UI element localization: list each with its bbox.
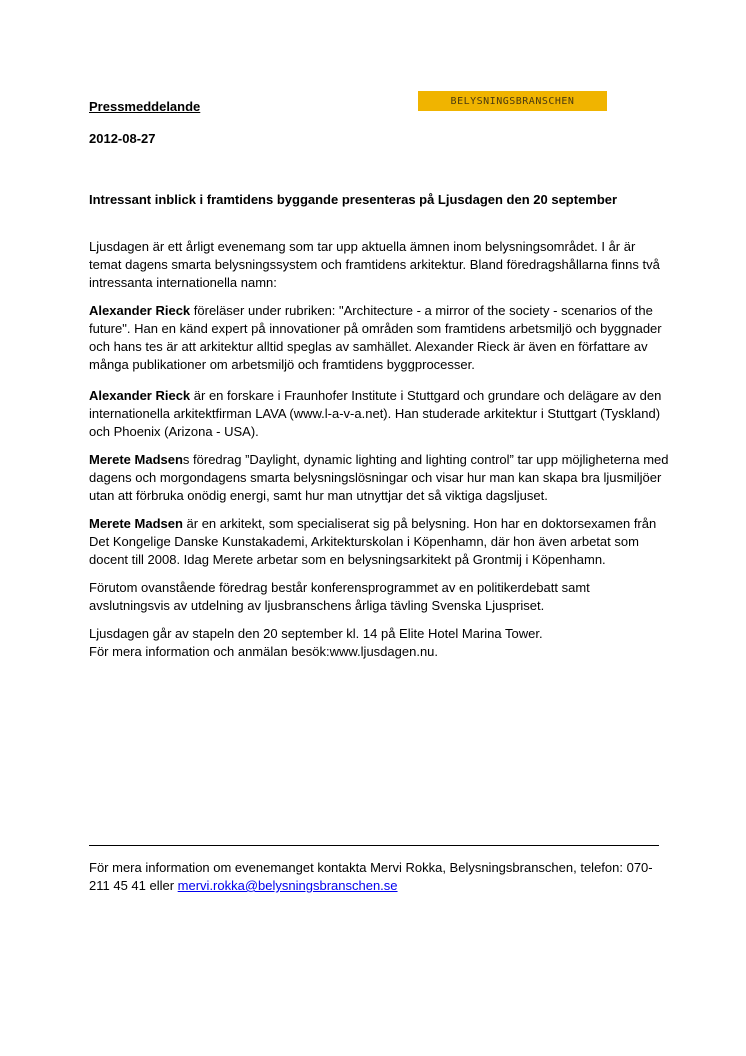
paragraph-text: är en forskare i Fraunhofer Institute i Stuttgard och grundare och delägare av den internationella arkitektfirman LAVA (www.l-a-v-a.net). Han studerade arkitektur i Stuttgart (Tyskland) och Phoenix (Arizona - USA). [89,388,662,439]
paragraph-intro: Ljusdagen är ett årligt evenemang som tar upp aktuella ämnen inom belysningsområdet. I år är temat dagens smarta belysningssystem och framtidens arkitektur. Bland föredragshållarna finns två intressanta internationella namn: [89,239,660,290]
belysningsbranschen-logo [418,91,607,111]
event-info-line: Ljusdagen går av stapeln den 20 september kl. 14 på Elite Hotel Marina Tower. [89,626,543,641]
speaker-name: Alexander Rieck [89,388,191,403]
footer-text: För mera information om evenemanget kontakta Mervi Rokka, Belysningsbranschen, telefon: 070-211 45 41 eller [89,860,653,893]
headline: Intressant inblick i framtidens byggande presenteras på Ljusdagen den 20 september [89,192,618,207]
paragraph-rieck-bio [89,387,669,441]
paragraph-program: Förutom ovanstående föredrag består konferensprogrammet av en politikerdebatt samt avslutningsvis av utdelning av ljusbranschens årliga tävling Svenska Ljuspriset. [89,580,590,613]
body-text [89,238,669,671]
paragraph-madsen-lecture [89,451,669,505]
paragraph-text: s föredrag ”Daylight, dynamic lighting and lighting control” tar upp möjligheterna med dagens och morgondagens smarta belysningslösningar och visar hur man kan skapa bra ljusmiljöer utan att förbruka onödig energi, samt hur man utnyttjar det så viktiga dagsljuset. [89,452,669,503]
press-release-label: Pressmeddelande [89,99,201,114]
footer-contact [89,859,669,895]
paragraph-rieck-lecture [89,302,669,374]
speaker-name: Alexander Rieck [89,303,191,318]
paragraph-text: föreläser under rubriken: "Architecture - a mirror of the society - scenarios of the future". Han en känd expert på innovationer på områden som framtidens arbetsmiljö och byggnader och hans tes är att arkitektur alltid speglas av samhället. Alexander Rieck är även en författare av många publikationer om arbetsmiljö och framtidens byggprocesser. [89,303,662,372]
speaker-name: Merete Madsen [89,516,183,531]
speaker-name: Merete Madsen [89,452,183,467]
footer-divider [89,845,659,846]
contact-email-link[interactable]: mervi.rokka@belysningsbranschen.se [177,878,398,893]
paragraph-text: är en arkitekt, som specialiserat sig på belysning. Hon har en doktorsexamen från Det Kongelige Danske Kunstakademi, Arkitekturskolan i Köpenhamn, där hon även arbetat som docent till 2008. Idag Merete arbetar som en belysningsarkitekt på Grontmij i Köpenhamn. [89,516,657,567]
logo-text: BELYSNINGSBRANSCHEN [450,95,575,107]
event-info-line: För mera information och anmälan besök:www.ljusdagen.nu. [89,644,439,659]
paragraph-madsen-bio [89,515,669,569]
paragraph-event-info [89,625,669,661]
release-date: 2012-08-27 [89,131,156,146]
